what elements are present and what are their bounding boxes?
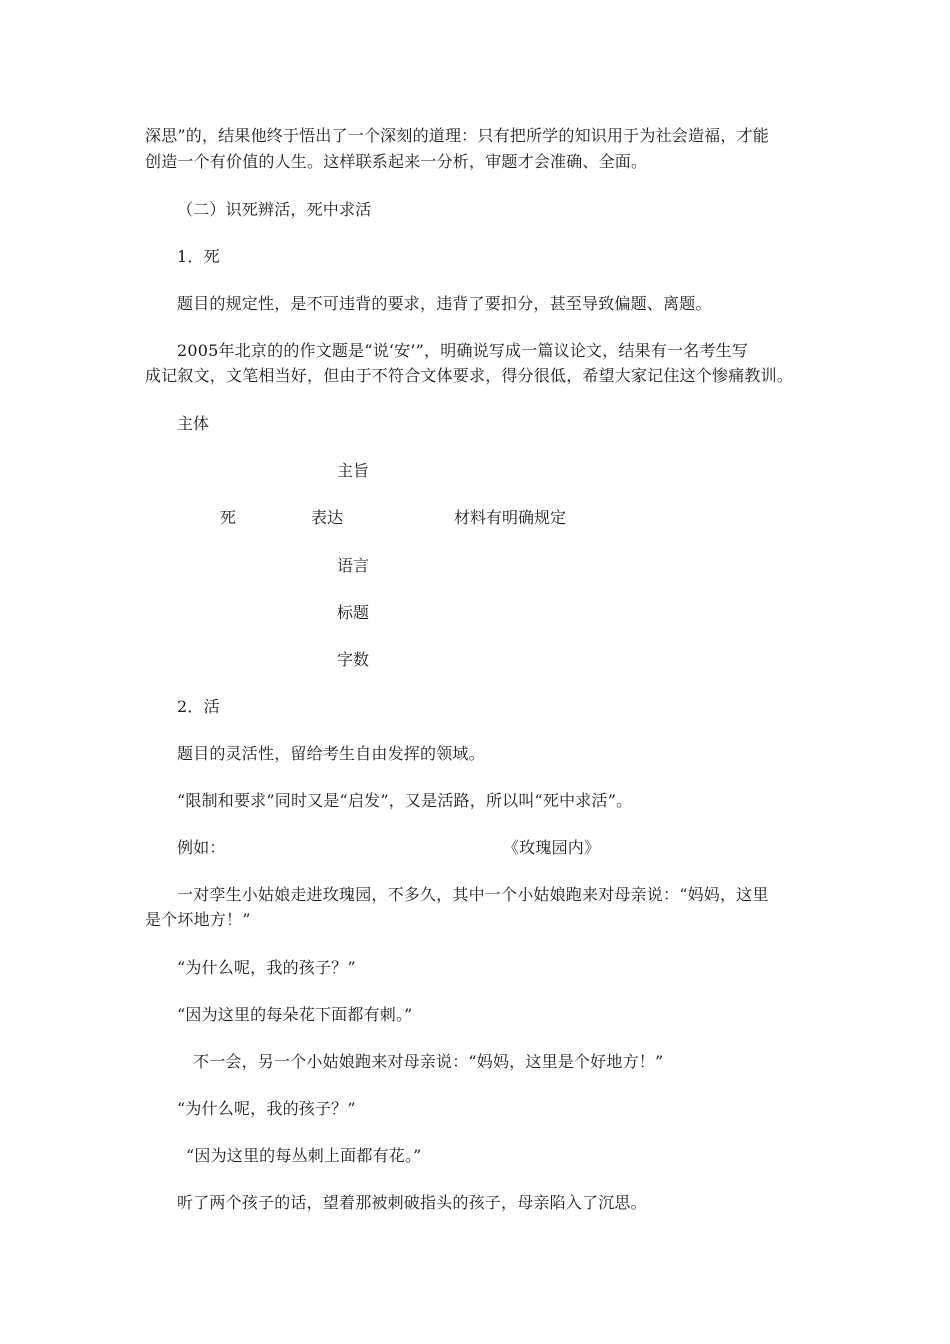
story-line: 是个坏地方！” xyxy=(145,910,251,929)
story-line: 一对孪生小姑娘走进玫瑰园，不多久，其中一个小姑娘跑来对母亲说：“妈妈，这里 xyxy=(177,885,769,904)
paragraph-line: 成记叙文，文笔相当好，但由于不符合文体要求，得分很低，希望大家记住这个惨痛教训。 xyxy=(145,366,794,385)
story-line: 听了两个孩子的话，望着那被刺破指头的孩子，母亲陷入了沉思。 xyxy=(177,1193,647,1212)
paragraph-line: 创造一个有价值的人生。这样联系起来一分析，审题才会准确、全面。 xyxy=(145,152,648,171)
diagram-node-biaoda: 表达 xyxy=(311,508,344,527)
paragraph-rule: 题目的规定性，是不可违背的要求，违背了要扣分，甚至导致偏题、离题。 xyxy=(177,294,712,313)
diagram-node-zishu: 字数 xyxy=(337,650,370,669)
story-line: “为什么呢，我的孩子？” xyxy=(177,958,356,977)
subsection-heading-huo: 2．活 xyxy=(177,697,220,716)
story-line: “因为这里的每朵花下面都有刺。” xyxy=(177,1005,413,1024)
paragraph-limits: “限制和要求”同时又是“启发”，又是活路，所以叫“死中求活”。 xyxy=(177,791,633,810)
story-line: 不一会，另一个小姑娘跑来对母亲说：“妈妈，这里是个好地方！” xyxy=(193,1052,664,1071)
diagram-node-biaoti: 标题 xyxy=(337,603,370,622)
diagram-node-zhuzhi: 主旨 xyxy=(337,461,370,480)
diagram-node-si: 死 xyxy=(220,508,237,527)
paragraph-flex: 题目的灵活性，留给考生自由发挥的领域。 xyxy=(177,744,485,763)
paragraph-line: 2005年北京的的作文题是“说‘安’”，明确说写成一篇议论文，结果有一名考生写 xyxy=(177,341,749,360)
story-line: “因为这里的每丛刺上面都有花。” xyxy=(186,1146,422,1165)
subsection-heading-si: 1．死 xyxy=(177,247,220,266)
example-label: 例如： xyxy=(177,838,226,857)
story-title: 《玫瑰园内》 xyxy=(503,838,601,857)
paragraph-line: 深思”的，结果他终于悟出了一个深刻的道理：只有把所学的知识用于为社会造福，才能 xyxy=(145,126,769,145)
section-heading: （二）识死辨活，死中求活 xyxy=(177,200,372,219)
diagram-node-cailiao: 材料有明确规定 xyxy=(454,508,567,527)
diagram-node-zhuti: 主体 xyxy=(177,414,210,433)
story-line: “为什么呢，我的孩子？” xyxy=(177,1099,356,1118)
diagram-node-yuyan: 语言 xyxy=(337,556,370,575)
